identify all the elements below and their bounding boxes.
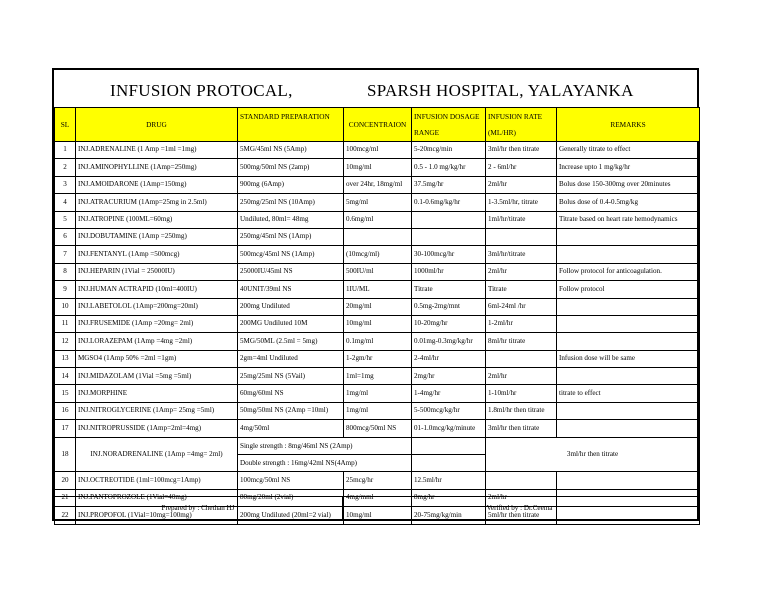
cell-dose: 1-4mg/hr [412,385,486,402]
cell-sl: 2 [55,159,76,176]
cell-dose: 1000ml/hr [412,263,486,280]
cell-prep: 5MG/50ML (2.5ml = 5mg) [238,333,344,350]
cell-rate: 8ml/hr titrate [486,333,557,350]
cell-conc: 100mcg/ml [344,142,412,159]
cell-remarks: Bolus dose 150-300mg over 20minutes [557,176,700,193]
table-row-18 [55,437,700,472]
cell-remarks [557,472,700,489]
cell-prep: 250mg/25ml NS (10Amp) [238,194,344,211]
cell-dose: 0.01mg-0.3mg/kg/hr [412,333,486,350]
table-row [55,142,700,159]
table-row [55,176,700,193]
cell-rate: 2 - 6ml/hr [486,159,557,176]
cell-sl: 10 [55,298,76,315]
cell-dose: 12.5ml/hr [412,472,486,489]
cell-sl: 17 [55,420,76,437]
cell-remarks [557,228,700,245]
cell-prep: 80mg/20ml (2vial) [238,489,344,506]
cell-rate: 2ml/hr [486,368,557,385]
cell-rate: 2ml/hr [486,489,557,506]
cell-conc: 10mg/ml [344,315,412,332]
cell-conc: 0.6mg/ml [344,211,412,228]
cell-rate: 1.8ml/hr then titrate [486,402,557,419]
cell-conc: 0.1mg/ml [344,333,412,350]
table-row [55,263,700,280]
cell-prep-double-strength: Double strength : 16mg/42ml NS(4Amp) [238,454,411,471]
cell-sl: 8 [55,263,76,280]
cell-remarks: Follow protocol for anticoagulation. [557,263,700,280]
cell-dose: 8mg/hr [412,489,486,506]
cell-rate: 1-2ml/hr [486,315,557,332]
cell-sl: 20 [55,472,76,489]
table-header-row [55,108,700,142]
cell-prep: 25000IU/45ml NS [238,263,344,280]
cell-drug: INJ.NORADRENALINE (1Amp =4mg= 2ml) [76,437,238,472]
table-row [55,420,700,437]
title-bar [54,72,697,109]
cell-drug: INJ.MORPHINE [76,385,238,402]
cell-sl: 14 [55,368,76,385]
table-row [55,159,700,176]
cell-drug: INJ.NITROPRUSSIDE (1Amp=2ml=4mg) [76,420,238,437]
cell-conc: 20mg/ml [344,298,412,315]
cell-sl: 6 [55,228,76,245]
cell-remarks [557,246,700,263]
cell-rate: 1-3.5ml/hr, titrate [486,194,557,211]
cell-remarks [557,333,700,350]
cell-dose [412,211,486,228]
cell-sl: 16 [55,402,76,419]
cell-remarks [557,298,700,315]
table-row [55,402,700,419]
cell-sl: 3 [55,176,76,193]
cell-conc: 1-2gm/hr [344,350,412,367]
infusion-protocol-sheet [52,68,699,521]
cell-sl: 18 [55,437,76,472]
table-row [55,472,700,489]
cell-prep: 250mg/45ml NS (1Amp) [238,228,344,245]
cell-prep: 200mg Undiluted [238,298,344,315]
cell-drug: INJ.HUMAN ACTRAPID (10ml=400IU) [76,281,238,298]
cell-prep: Undiluted, 80ml= 48mg [238,211,344,228]
cell-rate: 6ml-24ml /hr [486,298,557,315]
table-row [55,246,700,263]
cell-remarks [557,420,700,437]
table-row [55,368,700,385]
cell-drug: INJ.HEPARIN (1Vial = 25000IU) [76,263,238,280]
cell-conc: 1IU/ML [344,281,412,298]
col-header-concentration: CONCENTRAION [344,108,412,142]
cell-sl: 1 [55,142,76,159]
cell-drug: INJ.ATRACURIUM (1Amp=25mg in 2.5ml) [76,194,238,211]
cell-sl: 15 [55,385,76,402]
cell-conc: 1ml=1mg [344,368,412,385]
cell-sl: 4 [55,194,76,211]
cell-drug: INJ.PANTOPROZOLE (1Vial=40mg) [76,489,238,506]
cell-remarks [557,402,700,419]
col-header-remarks: REMARKS [557,108,700,142]
cell-prep-single-strength: Single strength : 8mg/46ml NS (2Amp) [240,441,353,450]
table-row [55,194,700,211]
cell-rate: 1ml/hr/titrate [486,211,557,228]
cell-conc [344,228,412,245]
cell-sl: 9 [55,281,76,298]
cell-conc: 800mcg/50ml NS [344,420,412,437]
cell-dose: 20-75mg/kg/min [412,507,486,524]
cell-prep: 40UNIT/39ml NS [238,281,344,298]
cell-dose: 5-20mcg/min [412,142,486,159]
cell-prep: 2gm=4ml Undiluted [238,350,344,367]
cell-drug: INJ.MIDAZOLAM (1Vial =5mg =5ml) [76,368,238,385]
footer-signatures [54,496,697,519]
cell-drug: MGSO4 (1Amp 50% =2ml =1gm) [76,350,238,367]
cell-drug: INJ.LABETOLOL (1Amp=200mg=20ml) [76,298,238,315]
cell-rate: 3ml/hr then titrate [486,142,557,159]
cell-dose: 0.5mg-2mg/mnt [412,298,486,315]
table-row [55,315,700,332]
cell-rate: 5ml/hr then titrate [486,507,557,524]
col-header-infusion-rate: INFUSION RATE (ML/HR) [486,108,557,142]
cell-prep: 25mg/25ml NS (5Vail) [238,368,344,385]
title-protocol: INFUSION PROTOCAL, [110,81,293,100]
cell-conc: 500IU/ml [344,263,412,280]
cell-prep: 50mg/50ml NS (2Amp =10ml) [238,402,344,419]
cell-sl: 13 [55,350,76,367]
table-row [55,350,700,367]
cell-rate: Titrate [486,281,557,298]
protocol-table [54,107,700,525]
cell-remarks [557,368,700,385]
cell-rate [486,350,557,367]
cell-remarks [557,315,700,332]
table-row [55,281,700,298]
cell-drug: INJ.PROPOFOL (1Vial=10mg=100mg) [76,507,238,524]
cell-remarks: Titrate based on heart rate hemodynamics [557,211,700,228]
cell-dose: 2-4ml/hr [412,350,486,367]
cell-rate [486,472,557,489]
table-row [55,211,700,228]
cell-prep: 500mcg/45ml NS (1Amp) [238,246,344,263]
cell-rate: 3ml/hr/titrate [486,246,557,263]
cell-drug: INJ.AMOIDARONE (1Amp=150mg) [76,176,238,193]
cell-drug: INJ.ATROPINE (100ML=60mg) [76,211,238,228]
cell-drug: INJ.ADRENALINE (1 Amp =1ml =1mg) [76,142,238,159]
cell-dosage-split [412,437,486,472]
cell-prep: 4mg/50ml [238,420,344,437]
cell-remarks: Bolus dose of 0.4-0.5mg/kg [557,194,700,211]
cell-sl: 7 [55,246,76,263]
cell-drug: INJ.FRUSEMIDE (1Amp =20mg= 2ml) [76,315,238,332]
cell-conc: (10mcg/ml) [344,246,412,263]
cell-rate-merged: 3ml/hr then titrate [486,437,700,472]
table-row [55,333,700,350]
cell-conc: 1mg/ml [344,402,412,419]
cell-dose: 01-1.0mcg/kg/minute [412,420,486,437]
table-row [55,228,700,245]
cell-remarks: Generally titrate to effect [557,142,700,159]
cell-sl: 22 [55,507,76,524]
col-header-sl: SL [55,108,76,142]
cell-prep: 200MG Undiluted 10M [238,315,344,332]
cell-drug: INJ.FENTANYL (1Amp =500mcg) [76,246,238,263]
cell-sl: 5 [55,211,76,228]
cell-prep: 100mcg/50ml NS [238,472,344,489]
cell-rate: 3ml/hr then titrate [486,420,557,437]
cell-remarks: titrate to effect [557,385,700,402]
cell-conc: 1mg/ml [344,385,412,402]
cell-dose: 0.1-0.6mg/kg/hr [412,194,486,211]
cell-conc: 10mg/ml [344,159,412,176]
cell-sl: 12 [55,333,76,350]
cell-conc: over 24hr, 18mg/ml [344,176,412,193]
cell-conc: 25mcg/hr [344,472,412,489]
col-header-drug: DRUG [76,108,238,142]
cell-prep: 900mg (6Amp) [238,176,344,193]
cell-prep: 500mg/50ml NS (2amp) [238,159,344,176]
col-header-standard-preparation: STANDARD PREPARATION [238,108,344,142]
cell-rate: 2ml/hr [486,263,557,280]
cell-drug: INJ.NITROGLYCERINE (1Amp= 25mg =5ml) [76,402,238,419]
cell-dose: Titrate [412,281,486,298]
cell-sl: 11 [55,315,76,332]
cell-conc: 4mg/mml [344,489,412,506]
cell-conc: 10mg/ml [344,507,412,524]
cell-rate [486,228,557,245]
cell-remarks: Infusion dose will be same [557,350,700,367]
cell-dose: 5-500mcg/kg/hr [412,402,486,419]
cell-dose: 2mg/hr [412,368,486,385]
col-header-infusion-dosage: INFUSION DOSAGE RANGE [412,108,486,142]
cell-rate: 2ml/hr [486,176,557,193]
prepared-by: Prepared by : Chethan HJ [54,497,343,519]
cell-conc: 5mg/ml [344,194,412,211]
cell-drug: INJ.OCTREOTIDE (1ml=100mcg=1Amp) [76,472,238,489]
cell-sl: 21 [55,489,76,506]
cell-prep: 5MG/45ml NS (5Amp) [238,142,344,159]
cell-remarks: Increase upto 1 mg/kg/hr [557,159,700,176]
cell-drug: INJ.LORAZEPAM (1Amp =4mg =2ml) [76,333,238,350]
title-hospital: SPARSH HOSPITAL, YALAYANKA [367,81,634,100]
cell-dose: 30-100mcg/hr [412,246,486,263]
cell-dose: 10-20mg/hr [412,315,486,332]
cell-drug: INJ.AMINOPHYLLINE (1Amp=250mg) [76,159,238,176]
cell-prep: 200mg Undiluted (20ml=2 vial) [238,507,344,524]
verified-by: Verified by : Dr.Ceema [486,504,553,512]
cell-drug: INJ.DOBUTAMINE (1Amp =250mg) [76,228,238,245]
cell-prep: 60mg/60ml NS [238,385,344,402]
cell-rate: 1-10ml/hr [486,385,557,402]
cell-preparation-split [238,437,412,472]
cell-dose: 0.5 - 1.0 mg/kg/hr [412,159,486,176]
table-row [55,298,700,315]
table-row [55,385,700,402]
cell-dose: 37.5mg/hr [412,176,486,193]
cell-remarks: Follow protocol [557,281,700,298]
cell-dose [412,228,486,245]
